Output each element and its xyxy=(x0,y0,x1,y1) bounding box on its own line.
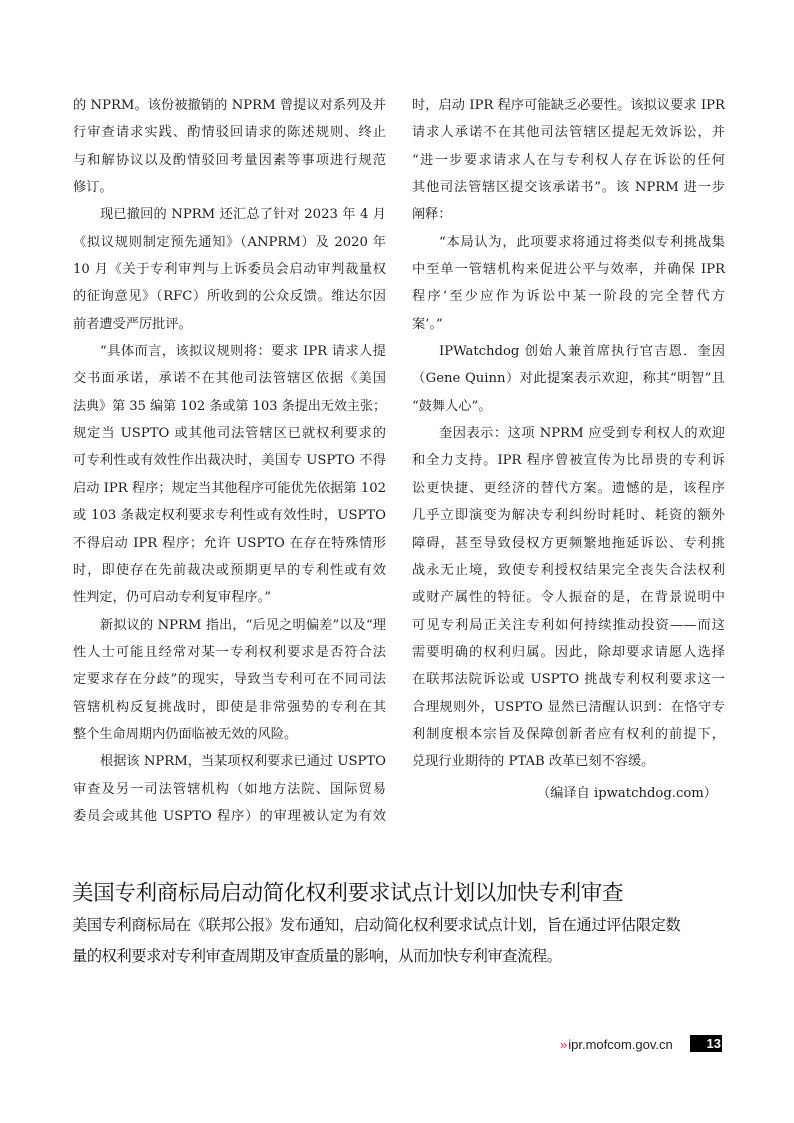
news-lead xyxy=(72,910,727,972)
text-line: 整个生命周期内仍面临被无效的风险。 xyxy=(73,726,298,742)
right-column xyxy=(412,92,725,807)
text-line: 前者遭受严厉批评。 xyxy=(73,316,192,332)
text-line: 交书面承诺，承诺不在其他司法管辖区依据《美国 xyxy=(73,371,386,387)
left-column xyxy=(73,92,386,830)
text-line: 法典》第 35 编第 102 条或第 103 条提出无效主张； xyxy=(73,398,386,414)
text-line: 新拟议的 NPRM 指出，“后见之明偏差”以及“理 xyxy=(100,617,386,633)
text-line: 的征询意见》（RFC）所收到的公众反馈。维达尔因 xyxy=(73,289,386,305)
text-line: 修订。 xyxy=(73,180,113,196)
text-line: 《拟议规则制定预先通知》（ANPRM）及 2020 年 xyxy=(73,234,386,250)
text-line: 的 NPRM。该份被撤销的 NPRM 曾提议对系列及并 xyxy=(73,98,386,113)
text-line: 案’。” xyxy=(412,316,443,332)
source-citation: （编译自 ipwatchdog.com） xyxy=(537,785,717,801)
text-line: IPWatchdog 创始人兼首席执行官吉恩．奎因 xyxy=(439,344,725,360)
text-line: 几乎立即演变为解决专利纠纷时耗时、耗资的额外 xyxy=(412,508,725,524)
lead-line: 美国专利商标局在《联邦公报》发布通知，启动简化权利要求试点计划，旨在通过评估限定数 xyxy=(72,916,681,934)
text-line: 时，启动 IPR 程序可能缺乏必要性。该拟议要求 IPR xyxy=(412,98,725,113)
news-headline: 美国专利商标局启动简化权利要求试点计划以加快专利审查 xyxy=(72,881,624,906)
text-line: 和全力支持。IPR 程序曾被宣传为比昂贵的专利诉 xyxy=(412,453,725,469)
text-line: “鼓舞人心”。 xyxy=(412,398,492,414)
text-line: 障碍，甚至导致侵权方更频繁地拖延诉讼、专利挑 xyxy=(412,535,725,551)
text-line: “具体而言，该拟议规则将：要求 IPR 请求人提 xyxy=(100,344,386,360)
text-line: 定要求存在分歧”的现实，导致当专利可在不同司法 xyxy=(73,672,386,688)
text-line: 在联邦法院诉讼或 USPTO 挑战专利权利要求这一 xyxy=(412,672,725,688)
website-link[interactable]: ipr.mofcom.gov.cn xyxy=(568,1036,673,1052)
text-line: 兑现行业期待的 PTAB 改革已刻不容缓。 xyxy=(412,754,655,770)
text-line: 性判定，仍可启动专利复审程序。” xyxy=(73,590,271,606)
text-line: 行审查请求实践、酌情驳回请求的陈述规则、终止 xyxy=(73,125,386,141)
page-number: 13 xyxy=(690,1035,722,1052)
text-line: 时，即使存在先前裁决或预期更早的专利性或有效 xyxy=(73,562,386,578)
text-line: 奎因表示：这项 NPRM 应受到专利权人的欢迎 xyxy=(439,426,725,442)
text-line: 战永无止境，致使专利授权结果完全丧失合法权利 xyxy=(412,562,725,578)
text-line: （Gene Quinn）对此提案表示欢迎，称其“明智”且 xyxy=(412,371,725,387)
text-line: 可专利性或有效性作出裁决时，美国专 USPTO 不得 xyxy=(73,453,386,469)
text-line: 规定当 USPTO 或其他司法管辖区已就权利要求的 xyxy=(73,426,386,442)
text-line: 10 月《关于专利审判与上诉委员会启动审判裁量权 xyxy=(73,262,386,278)
text-line: “本局认为，此项要求将通过将类似专利挑战集 xyxy=(439,234,725,250)
text-line: 或财产属性的特征。令人振奋的是，在背景说明中 xyxy=(412,590,725,606)
text-line: 需要明确的权利归属。因此，除却要求请愿人选择 xyxy=(412,644,725,660)
text-line: 讼更快捷、更经济的替代方案。遗憾的是，该程序 xyxy=(412,480,725,496)
text-line: 可见专利局正关注专利如何持续推动投资——而这 xyxy=(412,617,725,633)
text-line: 根据该 NPRM，当某项权利要求已通过 USPTO xyxy=(100,754,386,770)
text-line: 其他司法管辖区提交该承诺书”。该 NPRM 进一步 xyxy=(412,180,725,196)
text-line: 程序‘至少应作为诉讼中某一阶段的完全替代方 xyxy=(412,289,725,305)
text-line: 利制度根本宗旨及保障创新者应有权利的前提下， xyxy=(412,726,725,742)
text-line: 管辖机构反复挑战时，即使是非常强势的专利在其 xyxy=(73,699,386,715)
text-line: 阐释： xyxy=(412,207,452,223)
text-line: 合理规则外，USPTO 显然已清醒认识到：在恪守专 xyxy=(412,699,725,715)
text-line: 与和解协议以及酌情驳回考量因素等事项进行规范 xyxy=(73,152,386,168)
lead-line: 量的权利要求对专利审查周期及审查质量的影响，从而加快专利审查流程。 xyxy=(72,947,562,965)
text-line: 启动 IPR 程序；规定当其他程序可能优先依据第 102 xyxy=(73,480,386,496)
text-line: 或 103 条裁定权利要求专利性或有效性时，USPTO xyxy=(73,508,386,524)
text-line: 中至单一管辖机构来促进公平与效率，并确保 IPR xyxy=(412,262,725,278)
text-line: 请求人承诺不在其他司法管辖区提起无效诉讼，并 xyxy=(412,125,725,141)
text-line: “进一步要求请求人在与专利权人存在诉讼的任何 xyxy=(412,152,725,168)
text-line: 委员会或其他 USPTO 程序）的审理被认定为有效 xyxy=(73,808,386,824)
page-footer xyxy=(560,1035,673,1053)
text-line: 性人士可能且经常对某一专利权利要求是否符合法 xyxy=(73,644,386,660)
text-line: 不得启动 IPR 程序；允许 USPTO 在存在特殊情形 xyxy=(73,535,386,551)
text-line: 现已撤回的 NPRM 还汇总了针对 2023 年 4 月 xyxy=(100,207,386,223)
text-line: 审查及另一司法管辖机构（如地方法院、国际贸易 xyxy=(73,781,386,797)
double-chevron-right-icon: » xyxy=(560,1036,566,1052)
